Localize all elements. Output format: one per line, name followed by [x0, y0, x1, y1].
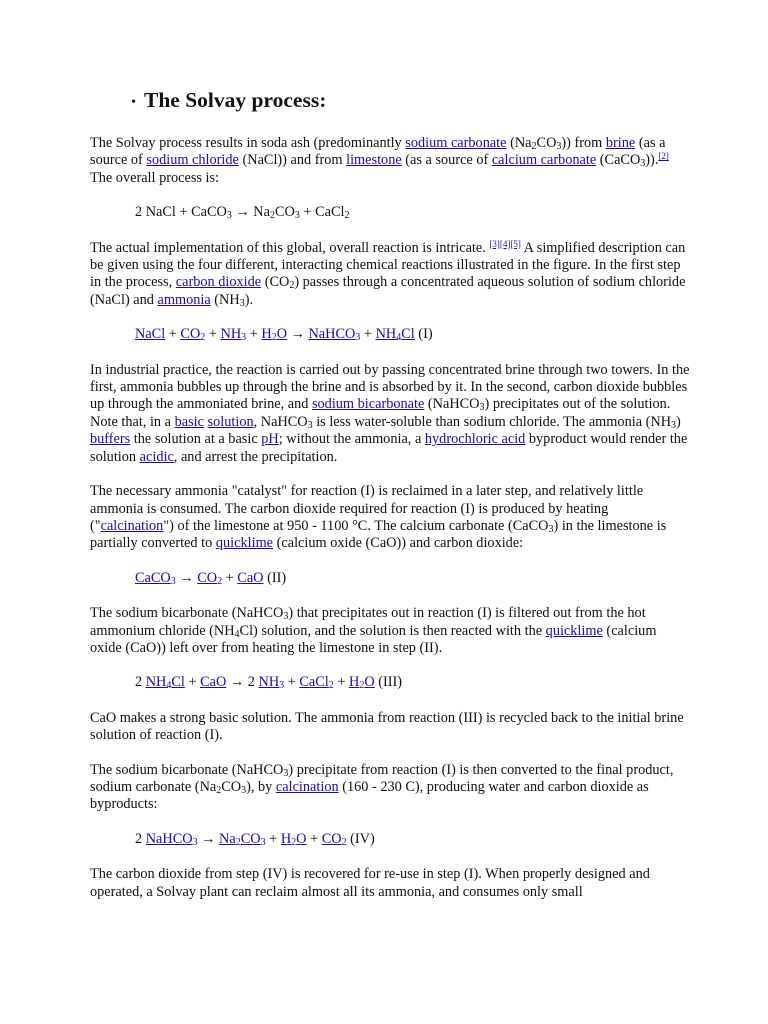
- text: ) passes through a concentrated aqueous solution of sodium chloride (NaCl) and: [90, 274, 686, 308]
- subscript: 3: [640, 158, 646, 170]
- link-h2o[interactable]: [261, 326, 287, 342]
- link-nahco3[interactable]: [146, 831, 198, 847]
- text: (CaCO: [596, 152, 641, 169]
- link-buffers[interactable]: buffers: [90, 431, 131, 448]
- text: ) precipitate from reaction (I) is then converted to the final product, sodium carbonate (Na: [90, 761, 674, 795]
- text: NH: [258, 674, 280, 691]
- link-calcination[interactable]: calcination: [275, 778, 339, 795]
- text: (I): [414, 326, 433, 343]
- text: byproduct would render the solution: [90, 431, 688, 465]
- text: ") of the limestone at 950 - 1100 °C. The calcium carbonate (CaCO: [163, 517, 549, 534]
- link-caco3[interactable]: [135, 570, 176, 586]
- text: +: [184, 674, 201, 691]
- text: Cl) solution, and the solution is then reacted with the: [239, 622, 546, 639]
- link-nahco3[interactable]: [308, 326, 360, 342]
- text: H: [261, 326, 272, 343]
- paragraph-bicarbonate-filter: [90, 605, 690, 657]
- text: 2 NaCl + CaCO: [135, 204, 227, 221]
- text: )) from: [561, 135, 606, 151]
- link-cao[interactable]: CaO: [237, 569, 264, 586]
- subscript: 3: [226, 210, 232, 222]
- link-cao[interactable]: CaO: [200, 674, 227, 691]
- text: The actual implementation of this global, overall reaction is intricate.: [90, 239, 490, 256]
- text: (II): [263, 569, 287, 586]
- bullet-icon: •: [131, 94, 136, 110]
- link-acidic[interactable]: acidic: [139, 448, 174, 465]
- link-hydrochloric-acid[interactable]: hydrochloric acid: [424, 431, 526, 448]
- link-nh4cl[interactable]: [376, 326, 415, 342]
- link-h2o[interactable]: [349, 674, 375, 690]
- citation-link[interactable]: [3][4][5]: [489, 238, 521, 249]
- text: (NaHCO: [424, 396, 480, 413]
- link-calcium-carbonate[interactable]: calcium carbonate: [491, 152, 597, 169]
- text: ): [676, 413, 681, 430]
- text: (as a source of: [90, 135, 666, 169]
- link-h2o[interactable]: [281, 831, 307, 847]
- equation-3: [135, 674, 690, 691]
- text: (IV): [346, 830, 375, 847]
- equation-4: [135, 831, 690, 848]
- text: (Na: [506, 135, 532, 151]
- text: Cl: [401, 326, 415, 343]
- equation-overall: [135, 204, 690, 221]
- subscript: 3: [239, 297, 245, 309]
- section-title: The Solvay process:: [144, 88, 327, 112]
- text: The sodium bicarbonate (NaHCO: [90, 761, 284, 778]
- text: )).: [645, 152, 659, 169]
- paragraph-cao-basic: CaO makes a strong basic solution. The ammonia from reaction (III) is recycled back to the initial brine solution of reaction (I).: [90, 709, 684, 744]
- text: + CaCl: [299, 204, 345, 221]
- paragraph-recovery: The carbon dioxide from step (IV) is recovered for re-use in step (I). When properly designed and operated, a Solvay plant can reclaim almost all its ammonia, and consumes only small: [90, 866, 650, 900]
- paragraph-final-product: [90, 762, 690, 814]
- text: NH: [375, 326, 397, 343]
- text: →: [197, 830, 220, 847]
- text: CO: [197, 569, 218, 586]
- link-na2co3[interactable]: [219, 831, 266, 847]
- subscript: 3: [241, 784, 247, 796]
- subscript: 3: [283, 611, 289, 623]
- subscript: 4: [234, 628, 240, 640]
- subscript: 3: [479, 402, 485, 414]
- text: (NaCl)) and from: [238, 152, 347, 169]
- link-co2[interactable]: [322, 831, 347, 847]
- link-nacl[interactable]: NaCl: [135, 326, 166, 343]
- text: (as a source of: [401, 152, 492, 169]
- subscript: 3: [307, 419, 313, 431]
- text: CO: [240, 830, 261, 847]
- text: is less water-soluble than sodium chloride. The ammonia (NH: [312, 413, 672, 430]
- text: The necessary ammonia "catalyst" for reaction (I) is reclaimed in a later step, and relatively little ammonia is consumed. The carbon dioxide required for reaction (I) is produced by heating (": [90, 483, 644, 534]
- text: Cl: [171, 674, 185, 691]
- text: +: [360, 326, 376, 343]
- text: , NaHCO: [253, 413, 308, 430]
- link-nh3[interactable]: [221, 326, 247, 342]
- paragraph-implementation: [90, 240, 690, 310]
- subscript: 2: [289, 280, 295, 292]
- text: In industrial practice, the reaction is carried out by passing concentrated brine through two towers. In the first, ammonia bubbles up through the brine and is absorbed by it. In the second, carbon dioxide bubbles up through the ammoniated brine, and: [90, 361, 690, 413]
- subscript: 3: [260, 836, 266, 848]
- equation-2: [135, 570, 690, 587]
- text: 2: [135, 830, 146, 847]
- subscript: 3: [241, 332, 247, 344]
- text: →: [287, 326, 309, 343]
- text: the solution at a basic: [130, 431, 262, 448]
- subscript: 2: [531, 141, 537, 152]
- link-basic[interactable]: basic: [174, 413, 204, 430]
- subscript: 3: [556, 141, 562, 152]
- text: A simplified description can be given using the four different, interacting chemical reactions illustrated in the figure. In the first step in the process,: [90, 239, 686, 291]
- text: → Na: [231, 204, 270, 221]
- subscript: 2: [235, 836, 241, 848]
- subscript: 3: [548, 523, 554, 535]
- subscript: 2: [344, 210, 350, 222]
- subscript: 2: [328, 680, 334, 692]
- text: NaHCO: [308, 326, 356, 343]
- link-nh3[interactable]: [259, 674, 285, 690]
- subscript: 2: [216, 784, 222, 796]
- link-solution[interactable]: solution: [207, 413, 254, 430]
- link-sodium-bicarbonate[interactable]: sodium bicarbonate: [311, 396, 425, 413]
- text: +: [222, 569, 238, 586]
- text: NH: [145, 674, 167, 691]
- text: CO: [274, 204, 295, 221]
- text: ) that precipitates out in reaction (I) is filtered out from the hot ammonium chloride (NH: [90, 605, 646, 639]
- text: (160 - 230 C), producing water and carbon dioxide as byproducts:: [90, 778, 649, 813]
- text: +: [265, 830, 281, 847]
- link-co2[interactable]: [197, 570, 222, 586]
- link-ph[interactable]: pH: [261, 431, 279, 448]
- paragraph-industrial: [90, 362, 690, 466]
- text: → 2: [226, 674, 259, 691]
- equation-1: [135, 326, 690, 343]
- section-heading: [90, 88, 690, 113]
- subscript: 3: [279, 680, 285, 692]
- text: ).: [244, 291, 254, 308]
- text: O: [296, 830, 307, 847]
- text: 2: [135, 674, 146, 691]
- text: +: [246, 326, 262, 343]
- text: H: [349, 674, 360, 691]
- text: ), by: [246, 778, 276, 795]
- text: (III): [374, 674, 403, 691]
- text: CO: [536, 135, 557, 151]
- text: CO: [321, 830, 342, 847]
- subscript: 2: [341, 836, 347, 848]
- text: CO: [180, 326, 201, 343]
- text: (NH: [210, 291, 240, 308]
- text: The overall process is:: [90, 169, 220, 186]
- link-quicklime[interactable]: quicklime: [215, 535, 274, 552]
- text: +: [306, 830, 322, 847]
- text: H: [280, 830, 292, 847]
- text: O: [276, 326, 288, 343]
- subscript: 4: [166, 680, 172, 692]
- link-quicklime[interactable]: quicklime: [545, 622, 603, 639]
- text: The Solvay process results in soda ash (predominantly: [90, 135, 406, 151]
- subscript: 3: [283, 767, 289, 779]
- citation-link[interactable]: [2]: [658, 151, 669, 162]
- subscript: 2: [291, 836, 297, 848]
- subscript: 2: [217, 575, 223, 587]
- link-limestone[interactable]: limestone: [346, 152, 402, 169]
- link-cacl2[interactable]: [299, 674, 333, 690]
- document-page: [90, 88, 690, 918]
- subscript: 3: [170, 575, 176, 587]
- link-sodium-carbonate[interactable]: sodium carbonate: [405, 135, 507, 151]
- text: (calcium oxide (CaO)) left over from heating the limestone in step (II).: [90, 622, 657, 656]
- subscript: 2: [200, 332, 206, 344]
- text: (calcium oxide (CaO)) and carbon dioxide:: [273, 535, 524, 552]
- text: O: [364, 674, 375, 691]
- subscript: 2: [359, 680, 365, 692]
- subscript: 3: [671, 419, 677, 431]
- text: ; without the ammonia, a: [278, 431, 425, 448]
- text: CO: [221, 778, 242, 795]
- text: (CO: [261, 274, 290, 291]
- text: +: [333, 674, 349, 691]
- text: +: [284, 674, 300, 691]
- subscript: 3: [355, 332, 361, 344]
- text: NH: [220, 326, 242, 343]
- link-co2[interactable]: [180, 326, 205, 342]
- text: CaCO: [135, 569, 171, 586]
- subscript: 3: [192, 836, 198, 848]
- link-brine[interactable]: brine: [605, 135, 636, 151]
- subscript: 4: [396, 332, 402, 344]
- link-ammonia[interactable]: ammonia: [157, 291, 211, 308]
- link-calcination[interactable]: calcination: [100, 517, 164, 534]
- subscript: 2: [271, 332, 277, 344]
- subscript: 2: [269, 210, 275, 222]
- subscript: 3: [294, 210, 300, 222]
- text: , and arrest the precipitation.: [173, 448, 338, 465]
- text: Na: [219, 830, 236, 847]
- text: ) precipitates out of the solution. Note that, in a: [90, 396, 671, 430]
- link-carbon-dioxide[interactable]: carbon dioxide: [175, 274, 262, 291]
- text: CaCl: [299, 674, 329, 691]
- text: NaHCO: [145, 830, 193, 847]
- text: +: [165, 326, 181, 343]
- paragraph-catalyst: [90, 483, 690, 553]
- text: →: [175, 569, 198, 586]
- link-nh4cl[interactable]: [146, 674, 185, 690]
- text: +: [205, 326, 221, 343]
- text: The sodium bicarbonate (NaHCO: [90, 605, 284, 622]
- link-sodium-chloride[interactable]: sodium chloride: [146, 152, 239, 169]
- text: ) in the limestone is partially converted to: [90, 517, 667, 552]
- paragraph-intro: [90, 135, 690, 187]
